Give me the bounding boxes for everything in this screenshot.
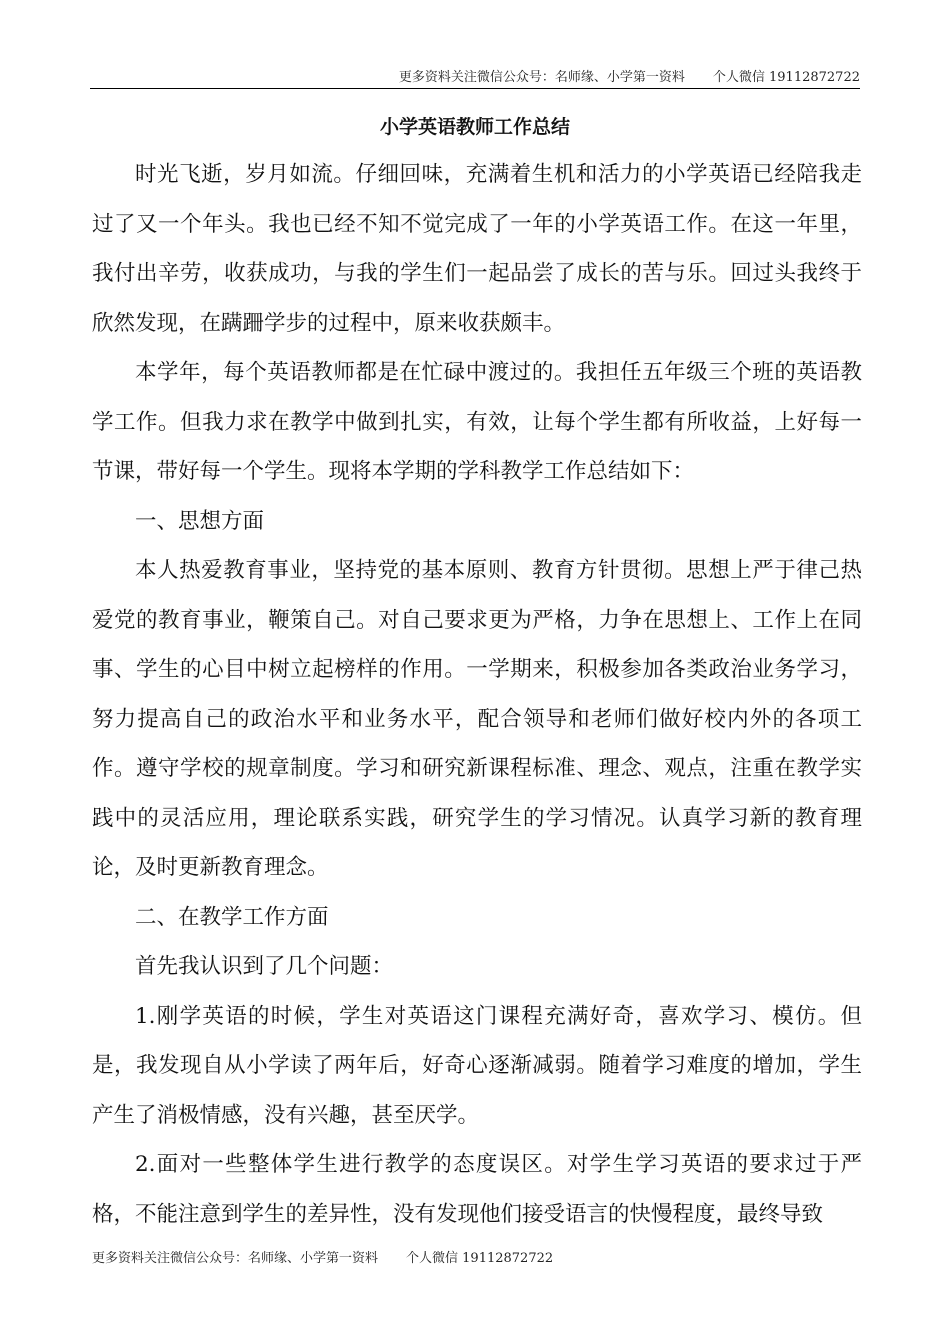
section-heading: 一、思想方面 [135,508,265,534]
paragraph: 首先我认识到了几个问题： [135,954,394,979]
header-text: 更多资料关注微信公众号：名师缘、小学第一资料 [398,70,685,85]
document-title: 小学英语教师工作总结 [379,116,570,138]
footer-wechat: 个人微信 19112872722 [406,1251,554,1266]
page-header [92,66,860,85]
paragraph: 本学年，每个英语教师都是在忙碌中渡过的。我担任五年级三个班的英语教学工作。但我力求在教学中做到扎实，有效，让每个学生都有所收益，上好每一节课，带好每一个学生。现将本学期的学科教学工作总结如下： [92,360,862,484]
paragraph: 2.面对一些整体学生进行教学的态度误区。对学生学习英语的要求过于严格，不能注意到学生的差异性，没有发现他们接受语言的快慢程度，最终导致 [92,1152,862,1227]
header-wechat: 个人微信 19112872722 [712,70,860,85]
footer-text: 更多资料关注微信公众号：名师缘、小学第一资料 [92,1251,379,1266]
header-divider [90,88,860,89]
document-body [92,150,862,1239]
paragraph: 时光飞逝，岁月如流。仔细回味，充满着生机和活力的小学英语已经陪我走过了又一个年头。我也已经不知不觉完成了一年的小学英语工作。在这一年里，我付出辛劳，收获成功，与我的学生们一起品尝了成长的苦与乐。回过头我终于欣然发现，在蹒跚学步的过程中，原来收获颇丰。 [92,162,862,336]
paragraph: 本人热爱教育事业，坚持党的基本原则、教育方针贯彻。思想上严于律己热爱党的教育事业，鞭策自己。对自己要求更为严格，力争在思想上、工作上在同事、学生的心目中树立起榜样的作用。一学期来，积极参加各类政治业务学习，努力提高自己的政治水平和业务水平，配合领导和老师们做好校内外的各项工作。遵守学校的规章制度。学习和研究新课程标准、理念、观点，注重在教学实践中的灵活应用，理论联系实践，研究学生的学习情况。认真学习新的教育理论，及时更新教育理念。 [92,558,862,880]
section-heading: 二、在教学工作方面 [135,904,329,930]
paragraph: 1.刚学英语的时候，学生对英语这门课程充满好奇，喜欢学习、模仿。但是，我发现自从小学读了两年后，好奇心逐渐减弱。随着学习难度的增加，学生产生了消极情感，没有兴趣，甚至厌学。 [92,1003,862,1128]
page-footer [92,1247,553,1266]
